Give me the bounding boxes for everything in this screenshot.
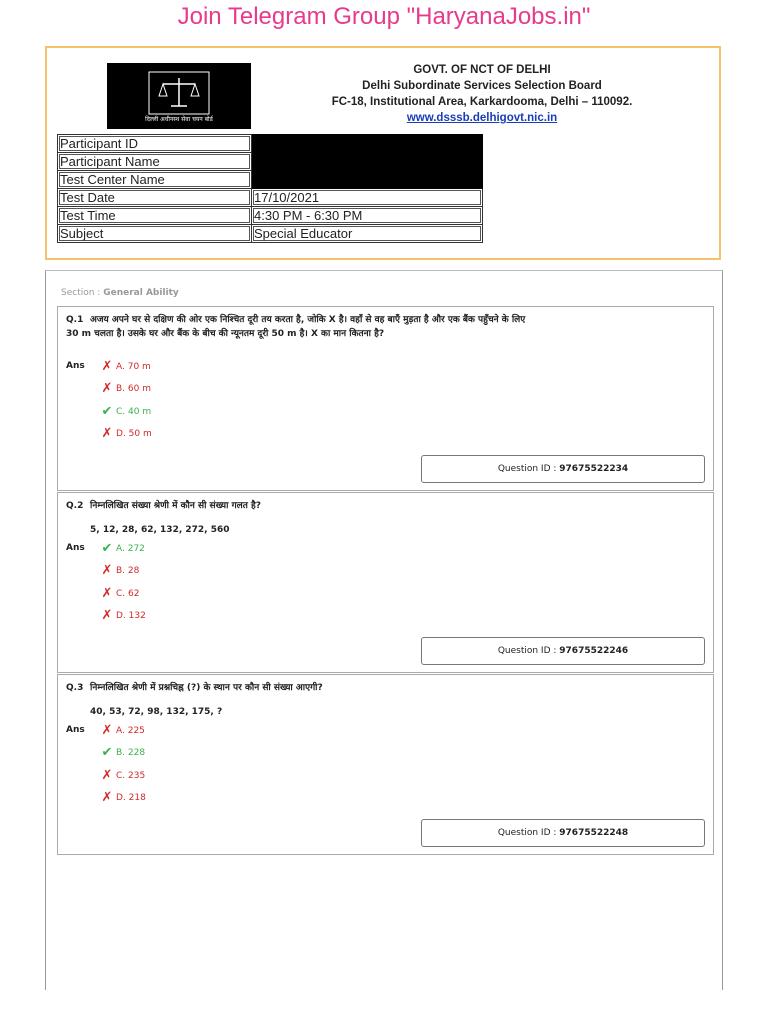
question-card-3 xyxy=(57,674,714,855)
option-text: C. 40 m xyxy=(116,407,152,417)
option-d xyxy=(98,609,146,623)
check-icon: ✔ xyxy=(101,404,113,419)
info-value-redacted xyxy=(252,171,483,189)
option-b xyxy=(98,746,145,760)
answer-label: Ans xyxy=(66,361,85,371)
question-id-value: 97675522248 xyxy=(559,828,629,838)
candidate-info-table xyxy=(57,134,483,243)
org-board: Delhi Subordinate Services Selection Board xyxy=(362,80,602,92)
question-text xyxy=(66,681,536,695)
info-label: Test Date xyxy=(58,189,252,207)
cross-icon: ✗ xyxy=(101,768,113,783)
option-text: B. 228 xyxy=(116,748,146,758)
question-number: Q.1 xyxy=(66,315,84,325)
org-website-link[interactable]: www.dsssb.delhigovt.nic.in xyxy=(406,112,558,124)
info-label: Test Time xyxy=(58,207,252,225)
cross-icon: ✗ xyxy=(101,426,113,441)
info-row-test-center xyxy=(58,171,483,189)
question-body: निम्नलिखित संख्या श्रेणी में कौन सी संख्या गलत है? xyxy=(90,501,262,511)
cross-icon: ✗ xyxy=(101,381,113,396)
info-row-subject xyxy=(58,225,483,243)
question-id-label: Question ID : xyxy=(497,464,557,474)
option-c xyxy=(98,769,145,783)
question-paper xyxy=(45,270,723,990)
organisation-block xyxy=(302,62,662,126)
question-body: निम्नलिखित श्रेणी में प्रश्नचिह्न (?) के स्थान पर कौन सी संख्या आएगी? xyxy=(90,683,323,693)
option-text: D. 50 m xyxy=(116,429,152,439)
logo-caption: दिल्ली अधीनस्थ सेवा चयन बोर्ड xyxy=(145,116,213,123)
info-row-test-time xyxy=(58,207,483,225)
question-id-box xyxy=(421,637,705,665)
option-a xyxy=(98,360,151,374)
section-prefix: Section : xyxy=(61,288,101,298)
cross-icon: ✗ xyxy=(101,723,113,738)
section-name: General Ability xyxy=(103,288,179,298)
dsssb-logo xyxy=(107,63,251,129)
info-value: 4:30 PM - 6:30 PM xyxy=(252,207,483,225)
info-value-redacted xyxy=(252,153,483,171)
info-row-test-date xyxy=(58,189,483,207)
info-label: Participant ID xyxy=(58,135,252,153)
number-series: 40, 53, 72, 98, 132, 175, ? xyxy=(90,707,223,717)
cross-icon: ✗ xyxy=(101,790,113,805)
candidate-header xyxy=(45,46,721,260)
question-text xyxy=(66,499,536,513)
option-b xyxy=(98,382,151,396)
cross-icon: ✗ xyxy=(101,359,113,374)
info-label: Participant Name xyxy=(58,153,252,171)
question-text xyxy=(66,313,536,341)
option-text: B. 28 xyxy=(116,566,140,576)
question-id-label: Question ID : xyxy=(497,646,557,656)
question-id-box xyxy=(421,819,705,847)
option-text: A. 70 m xyxy=(116,362,151,372)
question-id-value: 97675522246 xyxy=(559,646,629,656)
answer-label: Ans xyxy=(66,543,85,553)
answer-label: Ans xyxy=(66,725,85,735)
question-card-2 xyxy=(57,492,714,673)
number-series: 5, 12, 28, 62, 132, 272, 560 xyxy=(90,525,230,535)
info-value: 17/10/2021 xyxy=(252,189,483,207)
option-text: C. 62 xyxy=(116,589,140,599)
option-text: B. 60 m xyxy=(116,384,151,394)
check-icon: ✔ xyxy=(101,745,113,760)
option-d xyxy=(98,427,152,441)
option-a xyxy=(98,542,145,556)
question-id-label: Question ID : xyxy=(497,828,557,838)
org-address: FC-18, Institutional Area, Karkardooma, Delhi – 110092. xyxy=(331,96,633,108)
info-label: Test Center Name xyxy=(58,171,252,189)
check-icon: ✔ xyxy=(101,541,113,556)
info-row-participant-name xyxy=(58,153,483,171)
question-number: Q.3 xyxy=(66,683,84,693)
option-text: A. 272 xyxy=(116,544,145,554)
option-c xyxy=(98,587,139,601)
question-id-box xyxy=(421,455,705,483)
telegram-banner: Join Telegram Group "HaryanaJobs.in" xyxy=(177,3,591,30)
info-value-redacted xyxy=(252,135,483,153)
info-row-participant-id xyxy=(58,135,483,153)
info-value: Special Educator xyxy=(252,225,483,243)
option-b xyxy=(98,564,139,578)
option-text: C. 235 xyxy=(116,771,146,781)
section-label xyxy=(61,288,179,298)
question-number: Q.2 xyxy=(66,501,84,511)
cross-icon: ✗ xyxy=(101,608,113,623)
question-body: अजय अपने घर से दक्षिण की ओर एक निश्चित दूरी तय करता है, जोकि X है। वहाँ से वह बाएँ मुड़ता है और एक बैंक पहुँचने के लिए 30 m चलता है। उसके घर और बैंक के बीच की न्यूनतम दूरी 50 m है। X का मान कितना है? xyxy=(66,315,526,339)
option-a xyxy=(98,724,145,738)
org-govt: GOVT. OF NCT OF DELHI xyxy=(413,64,551,76)
question-card-1 xyxy=(57,306,714,491)
question-id-value: 97675522234 xyxy=(559,464,629,474)
option-text: D. 132 xyxy=(116,611,146,621)
cross-icon: ✗ xyxy=(101,586,113,601)
option-c xyxy=(98,405,151,419)
option-text: A. 225 xyxy=(116,726,145,736)
cross-icon: ✗ xyxy=(101,563,113,578)
option-text: D. 218 xyxy=(116,793,146,803)
option-d xyxy=(98,791,146,805)
info-label: Subject xyxy=(58,225,252,243)
